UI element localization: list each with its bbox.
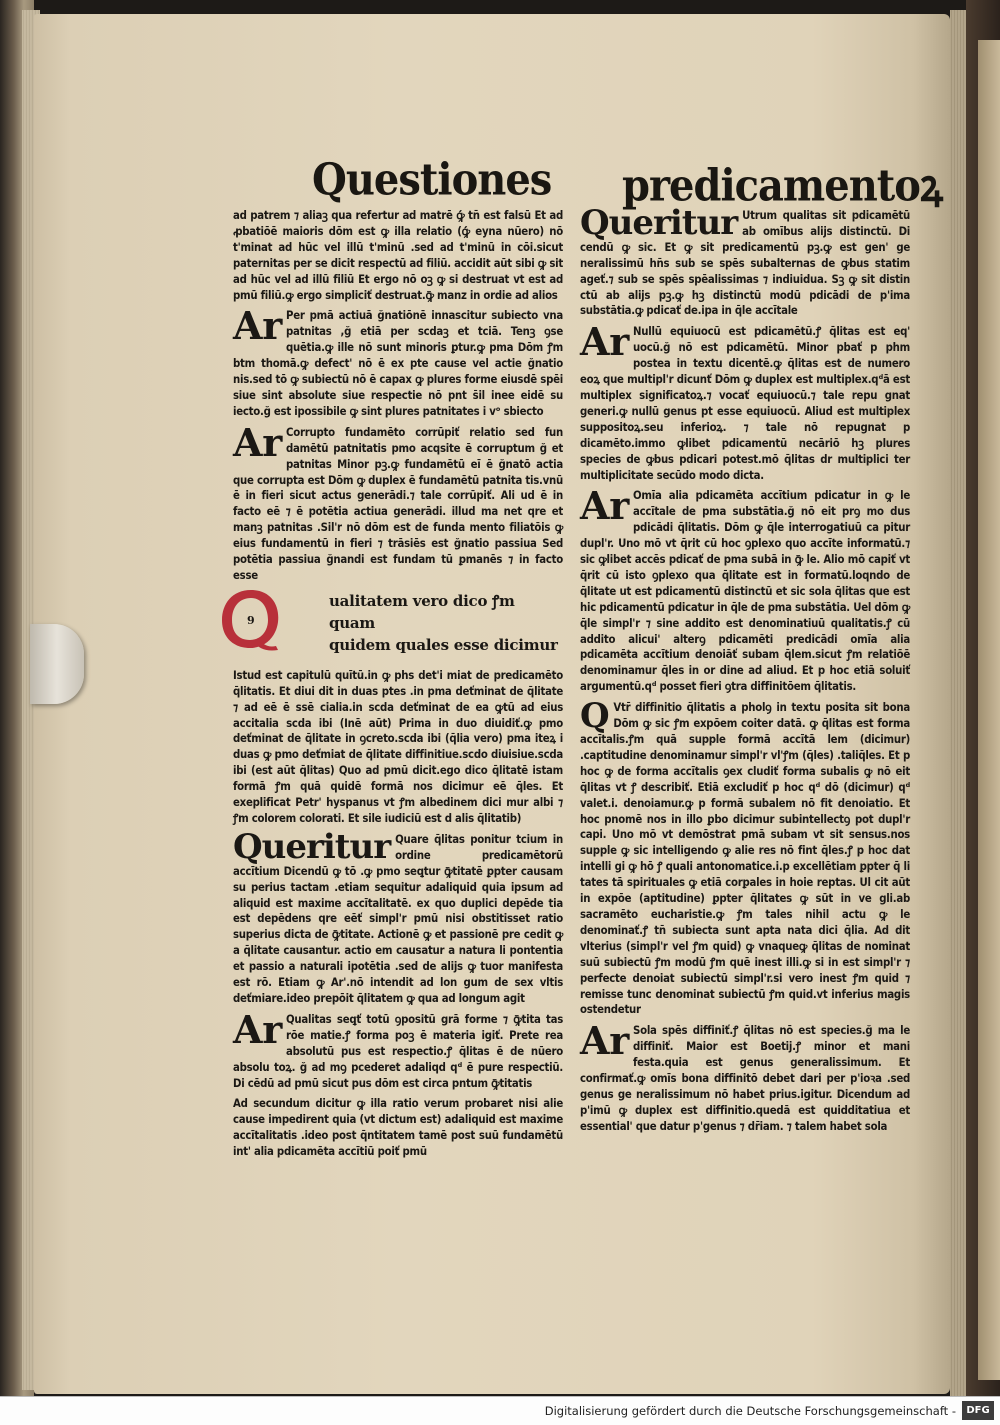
left-paragraph-2-text: Per pmā actiuā ğnatiōnē innascitur subiecto vna patnitas ,ğ etiā per scdaꝫ et tciā. Tenꝫ ꝯse quētia.ꝙ ille nō sunt minoris ꝑtur.ꝙ pma Dōm ꝭm btm thomā.ꝙ defect' nō ē ex pte cause vel actie ğnatio nis.sed tō ꝙ subiectū nō ē capax ꝙ plures forme eiusdē spēi siue sint absolute siue respectie nō pnt s̄il inee eidē su iecto.ğ est ipossibile ꝙ sint plures patnitates i vᵒ sbiecto	[233, 309, 563, 418]
ar-initial: Ar	[580, 483, 630, 529]
footer-bar	[0, 1396, 1000, 1425]
lemma-block	[233, 590, 563, 660]
left-paragraph-1: ad patrem ⁊ aliaꝫ qua refertur ad matrē ꝙ́ tn̄ est falsū Et ad ꝓbatiōē maioris dōm est ꝙ illa relatio (ꝙ́ eyna nūero) nō t'minat ad hūc vel illū t'minū .sed ad t'minū in cōi.sicut paternitas per se dicit respectū ad filiū. accidit aūt sibi ꝙ sit ad hūc vel ad illū filiū Et ergo nō oꝫ ꝙ si destruat vt est ad pmū filiū.ꝙ ergo simpliciť destruat.ꝙ̄ manz in ordie ad alios	[233, 209, 563, 302]
left-paragraph-5-text: Quare q̄litas ponitur tcium in ordine predicamētorū accītium Dicendū ꝙ tō .ꝙ pmo seꝗtur ꝙ̄titatē ꝑpter causam su perius tactam .etiam sequitur adaliquid quia ipsum ad aliquid est maxime accītalitatē. ex quo duplici depēde tia est depēdens qre eēť simpl'r pmū nisi obstitisset ratio superius dicta de ꝙ̄titate. Actionē ꝙ et passionē pre cedit ꝙ a q̄litate causantur. actio em causatur a natura li pontentia et passio a naturali ipotētia .sed de alijs ꝙ tuor manifesta est rō. Etiam ꝙ Ar'.nō intendit ad lon gum de sex vltis deťmiare.ideo prepōit q̄litatem ꝙ qua ad longum agit	[233, 832, 563, 1005]
ar-initial: Ar	[580, 319, 630, 365]
queritur-heading: Queritur	[580, 203, 738, 243]
lemma-line-1: ualitatem vero dico ꝭm quam	[329, 591, 515, 632]
right-paragraph-5	[580, 1018, 910, 1134]
left-paragraph-7: Ad secundum dicitur ꝙ illa ratio verum probaret nisi alie cause impedirent quia (vt dictum est) adaliquid est maxime accītalitatis .ideo post q̄ntitatem tamē post suū fundamētū int' alia pdicamēta accītiū poiť pmū	[233, 1097, 563, 1159]
svg-text:9: 9	[247, 613, 255, 627]
left-paragraph-3-text: Corrupto fundamēto corrūpiť relatio sed fun damētū patnitatis pmo acqsite ē corruptum ğ et patnitas Minor pꝫ.ꝙ fundamētū eī ē ğnatō actia que corrupta est Dōm ꝙ duplex ē fundamētū patnita tis.vnū ē in fieri sicut actus generādi.⁊ tale corrūpiť. Ali ud ē in facto eē ⁊ ē potētia actiua generādi. illud ma net qre et manꝫ patnitas .Sil'r nō dōm est de funda mento filiatōis ꝙ eius fundamentū in fieri ⁊ trāsiēs est ğnatio passiua Sed potētia passiua ğnandi est fundam tū ꝑmanēs ⁊ in facto esse	[233, 425, 563, 582]
left-paragraph-6-text: Qualitas seꝗť totū ꝯpositū grā forme ⁊ ꝙ̄tita tas rōe matie.ꝭ forma poꝫ ē materia igiť. Prete rea absolutū pus est respectio.ꝭ q̄litas ē de nūero absolu toꝝ. ğ ad mꝯ pcederet adaliqd qᵈ ē pure respectiū. Di cēdū ad pmū sicut pus dōm est circa pntum ꝙ̄titatis	[233, 1012, 563, 1090]
queritur-heading: Queritur	[233, 826, 391, 867]
adjacent-volume-edge	[978, 40, 1000, 1380]
right-paragraph-3	[580, 483, 910, 695]
ar-initial: Ar	[233, 303, 283, 349]
red-initial-q-icon	[218, 586, 284, 654]
right-column	[580, 203, 910, 1140]
dfg-logo: DFG	[962, 1401, 994, 1420]
ar-initial: Ar	[233, 419, 283, 465]
page-clip	[30, 624, 84, 704]
left-paragraph-6	[233, 1006, 563, 1092]
running-head-right: predicamentoꝝ	[622, 159, 943, 212]
left-paragraph-4: Istud est capitulū quītū.in ꝙ phs det'i miat de predicamēto q̄litatis. Et diui dit in duas ptes .in pma deťminat de q̄litate ⁊ ad eē ē ssē cialia.in scda deťminat de ea ꝙtū ad eius accitalia scda ibi (Inē aūt) Prima in duo diuidiť.ꝙ pmo deťminat de q̄litate in ꝯcreto.scda ibi (q̄lia vero) pma iteꝝ i duas ꝙ pmo deťmiat de q̄litate diffinitiue.scdo diuisiue.scda ibi (est aūt q̄litas) Quo ad pmū dicit.ego dico q̄litatē istam formā ꝭm quā quidē formā nos dicimur eē q̄les. Et exeplificat Petr' hyspanus vt ꝭm albedinem dici mur albi ⁊ ꝭm colorem colorati. Et sile iudiciū est d alis q̄litatib)	[233, 668, 563, 825]
footer-credit: Digitalisierung gefördert durch die Deutsche Forschungsgemeinschaft -	[544, 1404, 956, 1418]
right-paragraph-5-text: Sola spēs diffiniť.ꝭ q̄litas nō est species.ğ ma le diffiniť. Maior est Boetij.ꝭ minor et mani festa.quia est genus generalissimum. Et confirmať.ꝙ omīs bona diffinitō debet dari per p'ioꝛa .sed genus ge neralissimum nō habet prius.igitur. Dicendum ad p'imū ꝙ duplex est diffinitio.quedā est quidditatiua et essential' que datur p'genus ⁊ dr̄iam. ⁊ talem habet sola	[580, 1024, 910, 1133]
lemma-text	[329, 590, 563, 656]
left-paragraph-2	[233, 303, 563, 419]
ar-initial: Ar	[580, 1018, 630, 1064]
right-paragraph-4-text: Vtr̄ diffinitio q̄litatis a pholꝯ in textu posita sit bona Dōm ꝙ sic ꝭm expōem coiter datā. ꝙ q̄litas est forma accītalis.ꝭm quā supple formā accītā lem (dicimur) .captitudine denominamur simpl'r vl'ꝭm (q̄les) .taliq̄les. Et p hoc ꝙ de forma accītalis ꝯex cludiť forma subalis ꝙ nō eit q̄litas vt ꝭ describiť. Etiā excludiť p hoc qᵈ dō (dicimur) qᵈ valet.i. denoiamur.ꝙ p formā subalem nō fit denoiatio. Et hoc pnomē nos in illo ꝑbo dicimur subintellectꝯ pot dupl'r capi. Uno mō vt demōstrat pmā subam vt sit sensus.nos supple ꝙ sic intelligendo ꝙ alie res nō fint q̄les.ꝭ p hoc dat intelli gi ꝙ hō ꝭ quali antonomatice.i.p excellētiam ꝑpter q̄ li tates tā spirituales ꝙ etiā corꝑales in hoie reptas. Ul cit aūt in expōe (aptitudine) ꝑpter q̄litates ꝙ sūt in ve gli.ab sacramēto eucharistie.ꝙ ꝭm tales nihil actu ꝙ le denominať.ꝭ tn̄ subiecta sunt apta nata dici q̄lia. Ad dit vlterius (simpl'r vel ꝭm quid) ꝙ vnaqueꝙ q̄litas de nominat suū subiectū ꝭm modū ꝭm quē inest illi.ꝙ si in est simpl'r ⁊ perfecte denoiat subiectū simpl'r.si vero inest ꝭm quid ⁊ remisse tunc denominat subiectū ꝭm quid.vt inferius magis ostendetur	[580, 701, 910, 1017]
right-paragraph-3-text: Omīa alia pdicamēta accītium pdicatur in ꝙ le accītale de pma substātia.ğ nō eit prꝯ mo dus pdicādi q̄litatis. Dōm ꝙ q̄le interrogatiuū ca pitur dupl'r. Uno mō vt q̄rit cū hoc ꝯplexo quo accīte informatū.⁊ sic ꝙlibet accēs pdicať de pma subā in ꝙ̄ le. Alio mō capiť vt q̄rit cū isto ꝯplexo qua q̄litate est in formatū.loqndo de q̄litate ut est pdicamentū distinctū et sic sola q̄litas que est hic pdicamentū pdicatur in q̄le de pma substātia. Uel dōm ꝙ q̄le simpl'r ⁊ sine addito est denominatiuū qualitatis.ꝭ cū addito alicui' alterꝯ pdicamēti predicādi omīa alia pdicamēta accītium denoiāť subam q̄lem.sicut ꝭm relatiōē denominamur q̄les in or dine ad aliud. Et p hoc etiā soluiť argumentū.qᵈ posset fieri ꝯtra diffinitōem q̄litatis.	[580, 489, 910, 694]
right-paragraph-4	[580, 696, 910, 1018]
right-paragraph-2-text: Nullū equiuocū est pdicamētū.ꝭ q̄litas est eq' uocū.ğ nō est pdicamētū. Minor pbať p phm postea in textu dicentē.ꝙ q̄litas est de numero eoꝝ que multipl'r dicunť Dōm ꝙ duplex est multiplex.qᵈā est multiplex significatoꝝ.⁊ vocať equiuocū.⁊ tale repu gnat generi.ꝙ nullū genus pt esse equiuocū. Aliud est multiplex suppositoꝝ.seu inferioꝝ. ⁊ tale nō repugnat p dicamēto.immo ꝙlibet pdicamentū necāriō hꝫ plures species de ꝙbus pdicari potest.mō q̄litas dr multiplici ter multiplicitate secūdo modo dicta.	[580, 325, 910, 482]
q-initial: Q	[580, 696, 610, 737]
left-column	[233, 208, 563, 1165]
right-paragraph-1-text: Utrum qualitas sit pdicamētū ab omībus alijs distinctū. Di cendū ꝙ sic. Et ꝙ sit predicamentū pꝫ.ꝙ est gen' ge neralissimū hn̄s sub se spēs subalternas de ꝙbus statim ageť.⁊ sub se spēs spēalissimas ⁊ indiuidua. Sꝫ ꝙ sit distin ctū ab alijs pꝫ.ꝙ hꝫ distinctū modū pdicādi de p'ima substātia.ꝙ pdicať de.ipa in q̄le accītale	[580, 209, 910, 318]
right-paragraph-1	[580, 203, 910, 319]
left-paragraph-3	[233, 419, 563, 584]
right-paragraph-2	[580, 319, 910, 483]
lemma-line-2: quidem quales esse dicimur	[329, 635, 558, 654]
ar-initial: Ar	[233, 1006, 283, 1052]
left-paragraph-5	[233, 826, 563, 1007]
running-head-left: Questiones	[312, 153, 552, 206]
